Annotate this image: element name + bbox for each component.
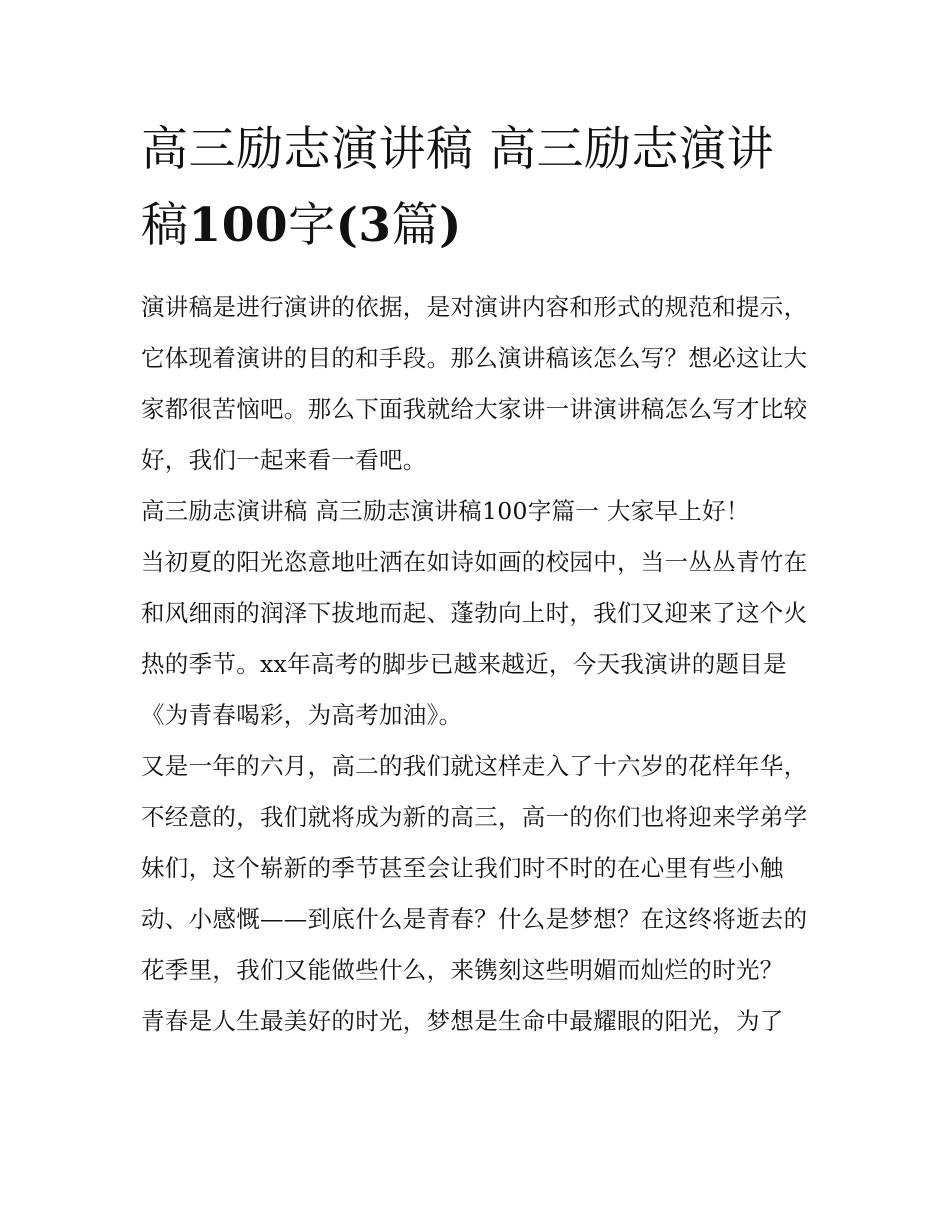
document-title: 高三励志演讲稿 高三励志演讲稿100字(3篇) (141, 122, 774, 253)
paragraph-youth: 青春是人生最美好的时光，梦想是生命中最耀眼的阳光，为了 (141, 1007, 784, 1035)
paragraph-early-summer: 当初夏的阳光恣意地吐洒在如诗如画的校园中，当一丛丛青竹在和风细雨的润泽下拔地而起、蓬勃向上时，我们又迎来了这个火热的季节。xx年高考的脚步已越来越近，今天我演讲的题目是《为青春喝彩，为高考加油》。 (141, 548, 808, 729)
paragraph-june: 又是一年的六月，高二的我们就这样走入了十六岁的花样年华，不经意的，我们就将成为新的高三，高一的你们也将迎来学弟学妹们，这个崭新的季节甚至会让我们时不时的在心里有些小触动、小感慨——到底什么是青春？什么是梦想？在这终将逝去的花季里，我们又能做些什么，来镌刻这些明媚而灿烂的时光？ (141, 752, 808, 984)
document-body (141, 112, 813, 1047)
paragraph-section-heading: 高三励志演讲稿 高三励志演讲稿100字篇一 大家早上好！ (141, 497, 750, 525)
paragraph-intro: 演讲稿是进行演讲的依据，是对演讲内容和形式的规范和提示，它体现着演讲的目的和手段。那么演讲稿该怎么写？想必这让大家都很苦恼吧。那么下面我就给大家讲一讲演讲稿怎么写才比较好，我们一起来看一看吧。 (141, 293, 808, 474)
